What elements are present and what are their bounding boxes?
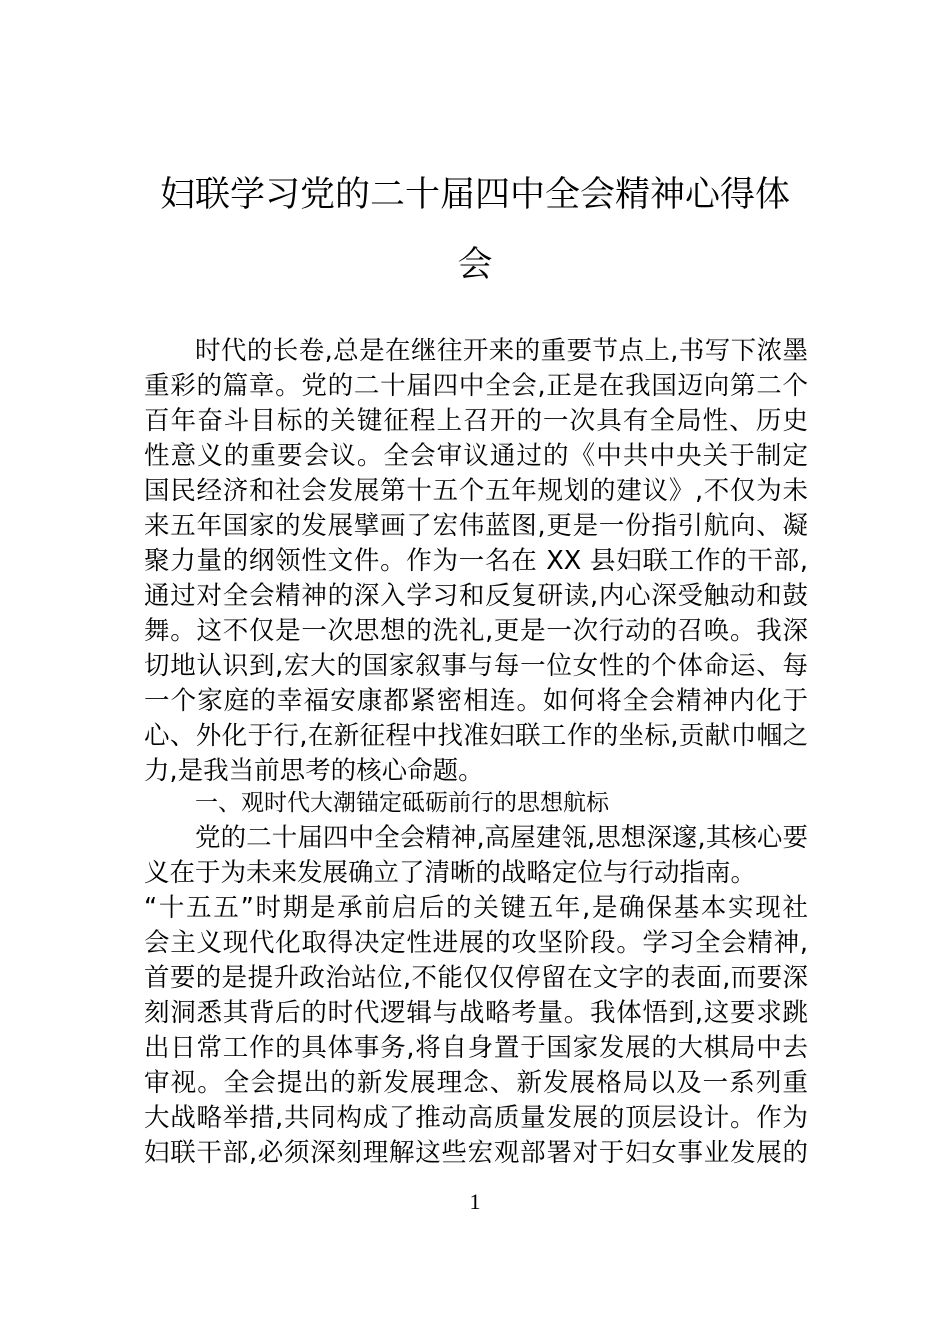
section-heading-1: 一、观时代大潮锚定砥砺前行的思想航标: [195, 790, 609, 816]
body-line-16: 义在于为未来发展确立了清晰的战略定位与行动指南。: [144, 858, 757, 888]
page-number: 1: [469, 1189, 481, 1214]
body-line-17: “十五五”时期是承前启后的关键五年,是确保基本实现社: [144, 893, 808, 923]
body-line-5: 国民经济和社会发展第十五个五年规划的建议》,不仅为未: [144, 476, 808, 506]
body-line-9: 舞。这不仅是一次思想的洗礼,更是一次行动的召唤。我深: [144, 616, 808, 646]
body-line-11: 一个家庭的幸福安康都紧密相连。如何将全会精神内化于: [144, 686, 808, 716]
body-line-24: 妇联干部,必须深刻理解这些宏观部署对于妇女事业发展的: [144, 1138, 808, 1168]
body-line-10: 切地认识到,宏大的国家叙事与每一位女性的个体命运、每: [144, 651, 808, 681]
document-title-line-2: 会: [457, 245, 493, 285]
body-line-15: 党的二十届四中全会精神,高屋建瓴,思想深邃,其核心要: [195, 823, 808, 853]
body-line-22: 审视。全会提出的新发展理念、新发展格局以及一系列重: [144, 1068, 808, 1098]
body-line-8: 通过对全会精神的深入学习和反复研读,内心深受触动和鼓: [144, 581, 808, 611]
body-line-7: 聚力量的纲领性文件。作为一名在 XX 县妇联工作的干部,: [144, 546, 808, 576]
body-line-18: 会主义现代化取得决定性进展的攻坚阶段。学习全会精神,: [144, 928, 808, 958]
body-line-21: 出日常工作的具体事务,将自身置于国家发展的大棋局中去: [144, 1033, 808, 1063]
body-line-2: 重彩的篇章。党的二十届四中全会,正是在我国迈向第二个: [144, 371, 808, 401]
body-line-13: 力,是我当前思考的核心命题。: [144, 756, 484, 786]
body-line-6: 来五年国家的发展擘画了宏伟蓝图,更是一份指引航向、凝: [144, 511, 808, 541]
document-title-line-1: 妇联学习党的二十届四中全会精神心得体: [159, 175, 790, 215]
body-line-23: 大战略举措,共同构成了推动高质量发展的顶层设计。作为: [144, 1103, 808, 1133]
body-line-1: 时代的长卷,总是在继往开来的重要节点上,书写下浓墨: [195, 336, 808, 366]
body-line-3: 百年奋斗目标的关键征程上召开的一次具有全局性、历史: [144, 406, 808, 436]
body-line-4: 性意义的重要会议。全会审议通过的《中共中央关于制定: [144, 441, 808, 471]
body-line-12: 心、外化于行,在新征程中找准妇联工作的坐标,贡献巾帼之: [144, 721, 808, 751]
body-line-19: 首要的是提升政治站位,不能仅仅停留在文字的表面,而要深: [144, 963, 808, 993]
body-line-20: 刻洞悉其背后的时代逻辑与战略考量。我体悟到,这要求跳: [144, 998, 808, 1028]
